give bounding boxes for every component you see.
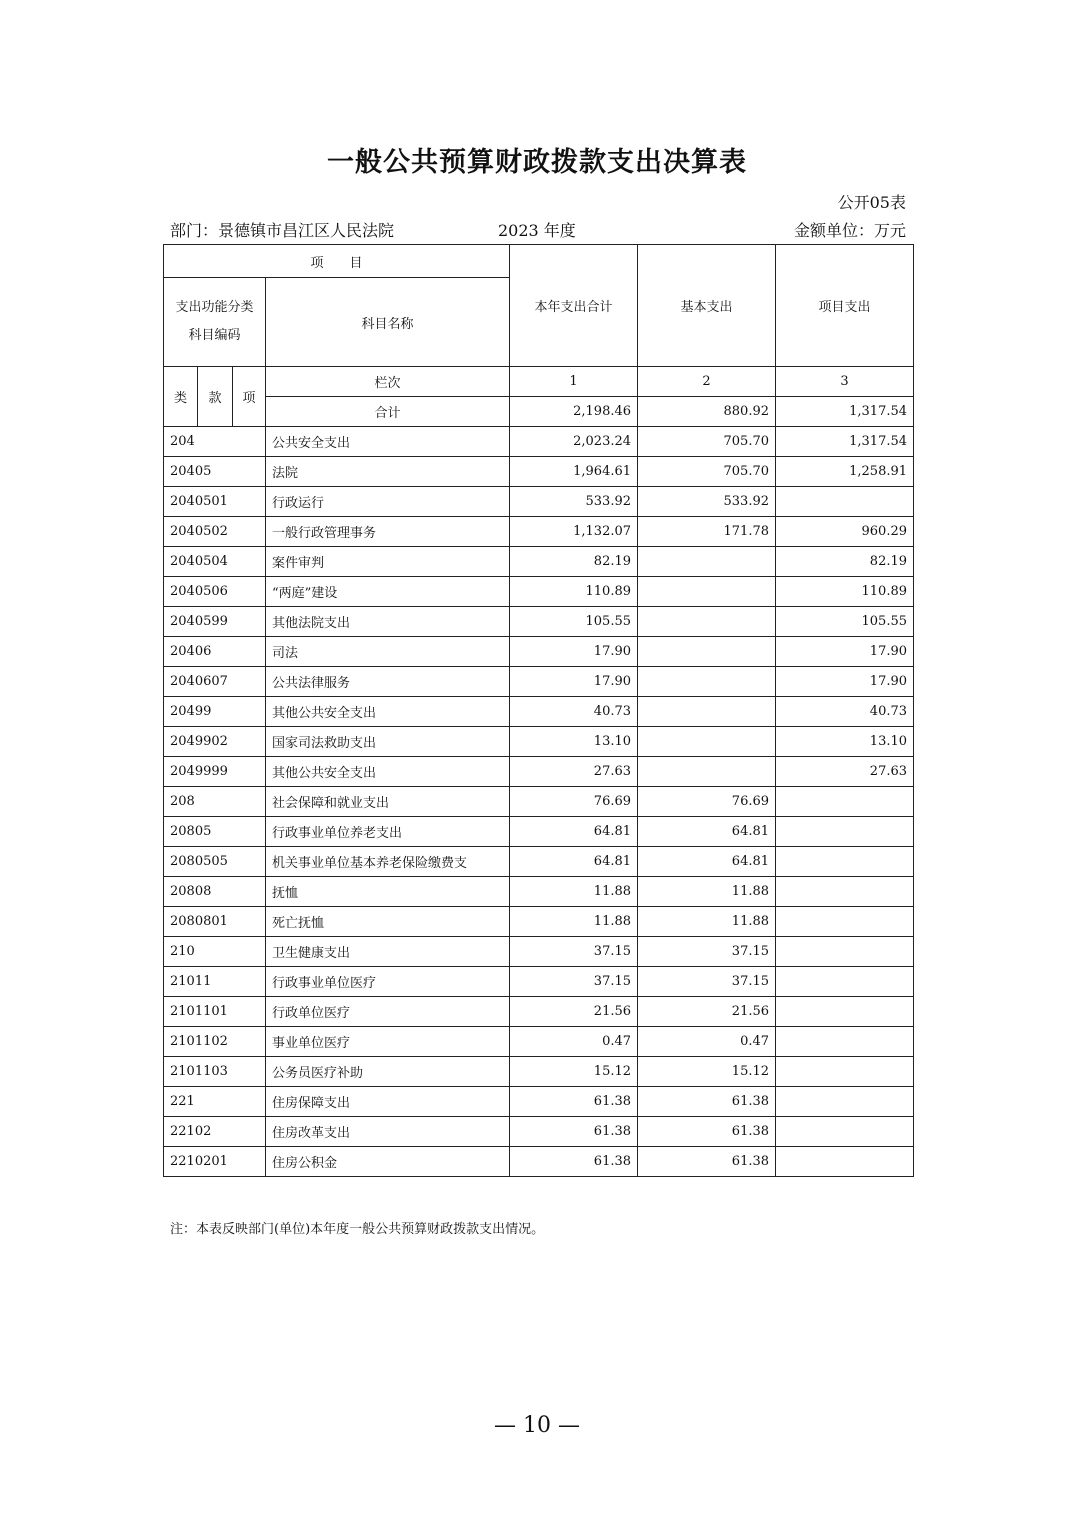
row-basic (638, 607, 776, 637)
document-title: 一般公共预算财政拨款支出决算表 (327, 147, 747, 178)
row-basic: 61.38 (638, 1087, 776, 1117)
row-project: 110.89 (776, 577, 914, 607)
row-total: 110.89 (510, 577, 638, 607)
row-subject-name: 司法 (266, 637, 510, 667)
row-project (776, 967, 914, 997)
row-project (776, 1117, 914, 1147)
row-code: 2040501 (164, 487, 266, 517)
table-row (164, 787, 914, 817)
row-basic: 61.38 (638, 1117, 776, 1147)
row-total: 2,023.24 (510, 427, 638, 457)
table-code: 公开05表 (837, 193, 906, 212)
row-total: 40.73 (510, 697, 638, 727)
row-total: 11.88 (510, 877, 638, 907)
row-subject-name: 住房改革支出 (266, 1117, 510, 1147)
table-row (164, 1087, 914, 1117)
lanci-label: 栏次 (266, 367, 510, 397)
col-number-1: 1 (510, 367, 638, 397)
expenditure-table (163, 244, 914, 1177)
row-code: 2040506 (164, 577, 266, 607)
table-row (164, 667, 914, 697)
row-basic: 21.56 (638, 997, 776, 1027)
row-subject-name: 事业单位医疗 (266, 1027, 510, 1057)
row-code: 20499 (164, 697, 266, 727)
row-basic: 61.38 (638, 1147, 776, 1177)
row-project (776, 1087, 914, 1117)
row-basic: 64.81 (638, 847, 776, 877)
row-code: 2049902 (164, 727, 266, 757)
row-subject-name: 其他公共安全支出 (266, 757, 510, 787)
row-code: 2101102 (164, 1027, 266, 1057)
row-basic: 15.12 (638, 1057, 776, 1087)
row-code: 2040504 (164, 547, 266, 577)
row-subject-name: 行政事业单位医疗 (266, 967, 510, 997)
table-row (164, 457, 914, 487)
row-total: 37.15 (510, 937, 638, 967)
row-total: 37.15 (510, 967, 638, 997)
table-row (164, 847, 914, 877)
row-code: 21011 (164, 967, 266, 997)
row-basic: 37.15 (638, 937, 776, 967)
row-project: 1,258.91 (776, 457, 914, 487)
row-total: 105.55 (510, 607, 638, 637)
row-total: 533.92 (510, 487, 638, 517)
row-basic: 705.70 (638, 457, 776, 487)
row-total: 64.81 (510, 847, 638, 877)
sum-project: 1,317.54 (776, 397, 914, 427)
header-project: 项目支出 (776, 245, 914, 367)
row-code: 20406 (164, 637, 266, 667)
row-subject-name: 案件审判 (266, 547, 510, 577)
row-subject-name: 行政运行 (266, 487, 510, 517)
row-total: 27.63 (510, 757, 638, 787)
row-project (776, 907, 914, 937)
table-row (164, 427, 914, 457)
table-row (164, 637, 914, 667)
row-subject-name: 法院 (266, 457, 510, 487)
row-subject-name: 行政单位医疗 (266, 997, 510, 1027)
row-code: 2040502 (164, 517, 266, 547)
row-subject-name: 住房公积金 (266, 1147, 510, 1177)
row-basic (638, 757, 776, 787)
row-project: 13.10 (776, 727, 914, 757)
row-basic (638, 637, 776, 667)
table-row (164, 967, 914, 997)
row-subject-name: 机关事业单位基本养老保险缴费支 (266, 847, 510, 877)
row-basic (638, 667, 776, 697)
table-row (164, 547, 914, 577)
header-lei: 类 (164, 367, 198, 427)
row-project: 105.55 (776, 607, 914, 637)
department: 部门：景德镇市昌江区人民法院 (170, 221, 395, 240)
row-project: 1,317.54 (776, 427, 914, 457)
row-code: 208 (164, 787, 266, 817)
row-total: 11.88 (510, 907, 638, 937)
row-total: 61.38 (510, 1117, 638, 1147)
row-subject-name: 死亡抚恤 (266, 907, 510, 937)
fiscal-year: 2023 年度 (498, 221, 576, 240)
row-project (776, 1027, 914, 1057)
row-code: 2049999 (164, 757, 266, 787)
row-subject-name: 卫生健康支出 (266, 937, 510, 967)
table-row (164, 487, 914, 517)
row-project: 17.90 (776, 637, 914, 667)
row-basic: 76.69 (638, 787, 776, 817)
row-total: 15.12 (510, 1057, 638, 1087)
row-subject-name: 行政事业单位养老支出 (266, 817, 510, 847)
header-kuan: 款 (198, 367, 233, 427)
row-code: 2040599 (164, 607, 266, 637)
header-total: 本年支出合计 (510, 245, 638, 367)
row-subject-name: 公共法律服务 (266, 667, 510, 697)
row-code: 2101103 (164, 1057, 266, 1087)
row-basic (638, 697, 776, 727)
row-project (776, 997, 914, 1027)
row-project: 960.29 (776, 517, 914, 547)
row-basic: 64.81 (638, 817, 776, 847)
row-code: 2080505 (164, 847, 266, 877)
footnote: 注：本表反映部门(单位)本年度一般公共预算财政拨款支出情况。 (170, 1222, 545, 1237)
table-row (164, 1027, 914, 1057)
table-row (164, 697, 914, 727)
row-project (776, 937, 914, 967)
row-total: 17.90 (510, 637, 638, 667)
row-project (776, 1057, 914, 1087)
sum-basic: 880.92 (638, 397, 776, 427)
row-total: 64.81 (510, 817, 638, 847)
amount-unit: 金额单位：万元 (793, 221, 906, 240)
row-code: 2040607 (164, 667, 266, 697)
row-project (776, 877, 914, 907)
header-func-code: 支出功能分类科目编码 (164, 278, 266, 367)
col-number-2: 2 (638, 367, 776, 397)
table-row (164, 1147, 914, 1177)
row-subject-name: 公务员医疗补助 (266, 1057, 510, 1087)
row-basic: 0.47 (638, 1027, 776, 1057)
table-row (164, 757, 914, 787)
row-code: 221 (164, 1087, 266, 1117)
row-project (776, 487, 914, 517)
row-subject-name: 社会保障和就业支出 (266, 787, 510, 817)
col-number-3: 3 (776, 367, 914, 397)
row-project (776, 847, 914, 877)
row-code: 2080801 (164, 907, 266, 937)
sum-label: 合计 (266, 397, 510, 427)
row-total: 1,132.07 (510, 517, 638, 547)
table-row (164, 577, 914, 607)
row-total: 1,964.61 (510, 457, 638, 487)
row-total: 76.69 (510, 787, 638, 817)
row-project: 40.73 (776, 697, 914, 727)
header-basic: 基本支出 (638, 245, 776, 367)
sum-total: 2,198.46 (510, 397, 638, 427)
row-subject-name: 住房保障支出 (266, 1087, 510, 1117)
row-basic: 11.88 (638, 877, 776, 907)
table-row (164, 877, 914, 907)
row-basic: 533.92 (638, 487, 776, 517)
row-project (776, 817, 914, 847)
row-project (776, 1147, 914, 1177)
row-subject-name: 一般行政管理事务 (266, 517, 510, 547)
row-total: 13.10 (510, 727, 638, 757)
row-project: 27.63 (776, 757, 914, 787)
row-basic: 171.78 (638, 517, 776, 547)
row-code: 20405 (164, 457, 266, 487)
table-row (164, 817, 914, 847)
table-row (164, 1057, 914, 1087)
row-basic (638, 577, 776, 607)
row-basic: 705.70 (638, 427, 776, 457)
table-row (164, 1117, 914, 1147)
row-code: 20805 (164, 817, 266, 847)
header-item: 项 目 (164, 245, 510, 278)
row-total: 21.56 (510, 997, 638, 1027)
row-total: 61.38 (510, 1087, 638, 1117)
row-total: 61.38 (510, 1147, 638, 1177)
table-row (164, 607, 914, 637)
table-row (164, 937, 914, 967)
row-subject-name: “两庭”建设 (266, 577, 510, 607)
row-total: 17.90 (510, 667, 638, 697)
row-code: 22102 (164, 1117, 266, 1147)
row-subject-name: 其他法院支出 (266, 607, 510, 637)
table-row (164, 907, 914, 937)
row-project (776, 787, 914, 817)
row-basic: 37.15 (638, 967, 776, 997)
row-project: 82.19 (776, 547, 914, 577)
table-row (164, 997, 914, 1027)
row-code: 2101101 (164, 997, 266, 1027)
row-code: 20808 (164, 877, 266, 907)
row-basic: 11.88 (638, 907, 776, 937)
row-basic (638, 727, 776, 757)
table-row (164, 517, 914, 547)
header-subject-name: 科目名称 (266, 278, 510, 367)
row-total: 82.19 (510, 547, 638, 577)
header-xiang: 项 (233, 367, 266, 427)
page-number: — 10 — (494, 1413, 580, 1438)
row-subject-name: 国家司法救助支出 (266, 727, 510, 757)
row-code: 2210201 (164, 1147, 266, 1177)
row-total: 0.47 (510, 1027, 638, 1057)
row-project: 17.90 (776, 667, 914, 697)
row-subject-name: 其他公共安全支出 (266, 697, 510, 727)
row-code: 210 (164, 937, 266, 967)
row-subject-name: 公共安全支出 (266, 427, 510, 457)
row-code: 204 (164, 427, 266, 457)
row-basic (638, 547, 776, 577)
row-subject-name: 抚恤 (266, 877, 510, 907)
table-row (164, 727, 914, 757)
